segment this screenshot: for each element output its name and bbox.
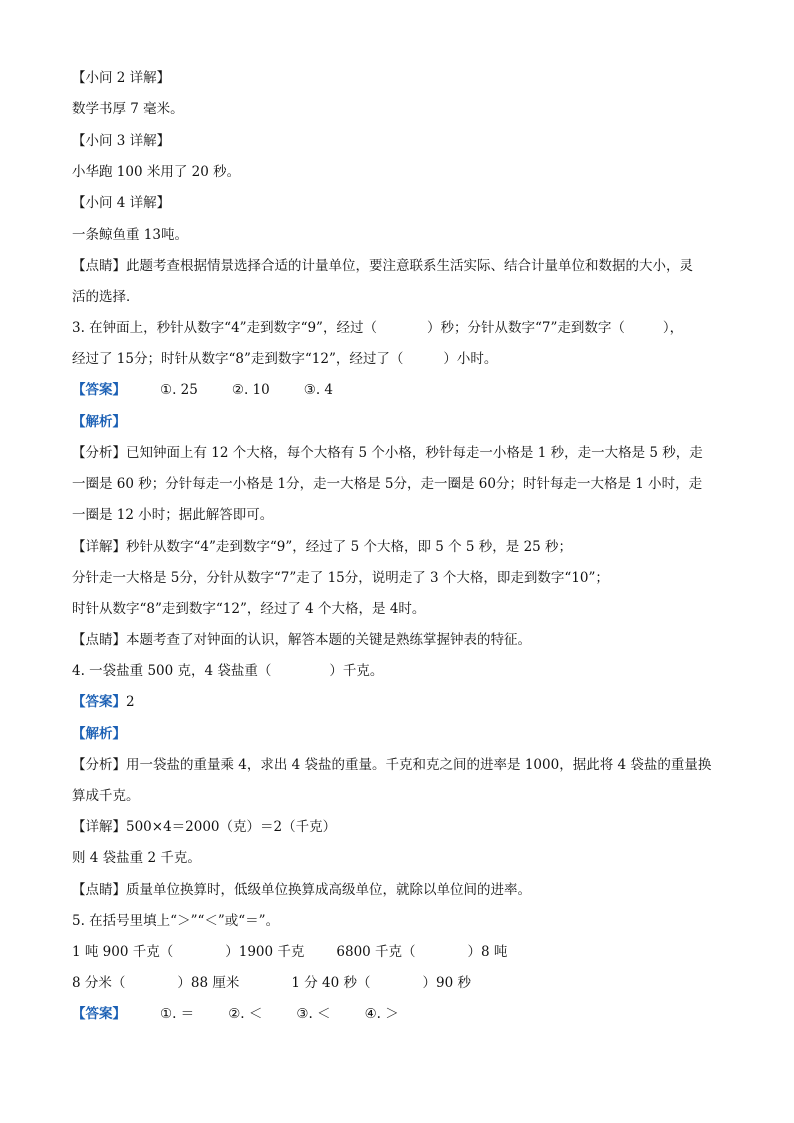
- question-5-stem: 5. 在括号里填上“＞”“＜”或“＝”。: [72, 913, 280, 929]
- answer-tag: 【答案】: [72, 1006, 126, 1022]
- question-4-key-point: 【点睛】质量单位换算时，低级单位换算成高级单位，就除以单位间的进率。: [72, 882, 531, 898]
- answer-item: 2: [126, 694, 135, 710]
- question-3-analysis-cont: 一圈是 60 秒；分针每走一小格是 1分，走一大格是 5分，走一圈是 60分；时针每走一大格是 1 小时，走: [72, 476, 703, 492]
- question-3-analysis: 【分析】已知钟面上有 12 个大格，每个大格有 5 个小格，秒针每走一小格是 1 秒，走一大格是 5 秒，走: [72, 445, 703, 461]
- key-point-tag: 【点睛】: [72, 258, 126, 274]
- question-5-answer: [72, 1004, 754, 1024]
- question-4-analysis-tag: 【解析】: [72, 726, 126, 742]
- question-3-answer: [72, 380, 754, 400]
- sub-question-4-heading: 【小问 4 详解】: [72, 195, 171, 211]
- sub-question-3-answer: 小华跑 100 米用了 20 秒。: [72, 164, 241, 180]
- question-3-stem-cont: 经过了 15分；时针从数字“8”走到数字“12”，经过了（ ）小时。: [72, 351, 498, 367]
- answer-item: ④. ＞: [364, 1006, 399, 1022]
- question-3-analysis-tag: 【解析】: [72, 414, 126, 430]
- question-4-detail-cont: 则 4 袋盐重 2 千克。: [72, 850, 201, 866]
- sub-question-4-answer: 一条鲸鱼重 13吨。: [72, 227, 188, 243]
- question-4-analysis-cont: 算成千克。: [72, 788, 140, 804]
- question-3-detail-cont: 分针走一大格是 5分，分针从数字“7”走了 15分，说明走了 3 个大格，即走到数字“10”；: [72, 570, 609, 586]
- answer-tag: 【答案】: [72, 382, 126, 398]
- answer-item: ①. ＝: [160, 1006, 195, 1022]
- answer-tag: 【答案】: [72, 694, 126, 710]
- answer-item: ①. 25: [160, 382, 198, 398]
- sub-question-3-heading: 【小问 3 详解】: [72, 133, 171, 149]
- question-4-stem: 4. 一袋盐重 500 克，4 袋盐重（ ）千克。: [72, 663, 384, 679]
- question-4-analysis: 【分析】用一袋盐的重量乘 4，求出 4 袋盐的重量。千克和克之间的进率是 1000，据此将 4 袋盐的重量换: [72, 757, 712, 773]
- question-5-row-2: 8 分米（ ）88 厘米 1 分 40 秒（ ）90 秒: [72, 975, 472, 991]
- answer-item: ②. 10: [231, 382, 270, 398]
- question-3-analysis-cont: 一圈是 12 小时；据此解答即可。: [72, 507, 274, 523]
- answer-item: ③. ＜: [296, 1006, 331, 1022]
- question-4-answer: [72, 692, 754, 712]
- question-3-detail-cont: 时针从数字“8”走到数字“12”，经过了 4 个大格，是 4时。: [72, 601, 426, 617]
- question-3-stem: 3. 在钟面上，秒针从数字“4”走到数字“9”，经过（ ）秒；分针从数字“7”走到数字（ ），: [72, 320, 684, 336]
- question-3-detail: 【详解】秒针从数字“4”走到数字“9”，经过了 5 个大格，即 5 个 5 秒，是 25 秒；: [72, 539, 573, 555]
- question-4-detail: 【详解】500×4＝2000（克）＝2（千克）: [72, 819, 337, 835]
- answer-item: ③. 4: [303, 382, 334, 398]
- answer-item: ②. ＜: [228, 1006, 263, 1022]
- sub-question-2-answer: 数学书厚 7 毫米。: [72, 101, 184, 117]
- key-point-text-cont: 活的选择．: [72, 289, 140, 305]
- question-5-row-1: 1 吨 900 千克（ ）1900 千克 6800 千克（ ）8 吨: [72, 944, 508, 960]
- question-3-key-point: 【点睛】本题考查了对钟面的认识，解答本题的关键是熟练掌握钟表的特征。: [72, 632, 531, 648]
- key-point-text: 此题考查根据情景选择合适的计量单位，要注意联系生活实际、结合计量单位和数据的大小，灵: [126, 258, 693, 274]
- sub-question-2-heading: 【小问 2 详解】: [72, 70, 171, 86]
- key-point-paragraph: [72, 256, 754, 276]
